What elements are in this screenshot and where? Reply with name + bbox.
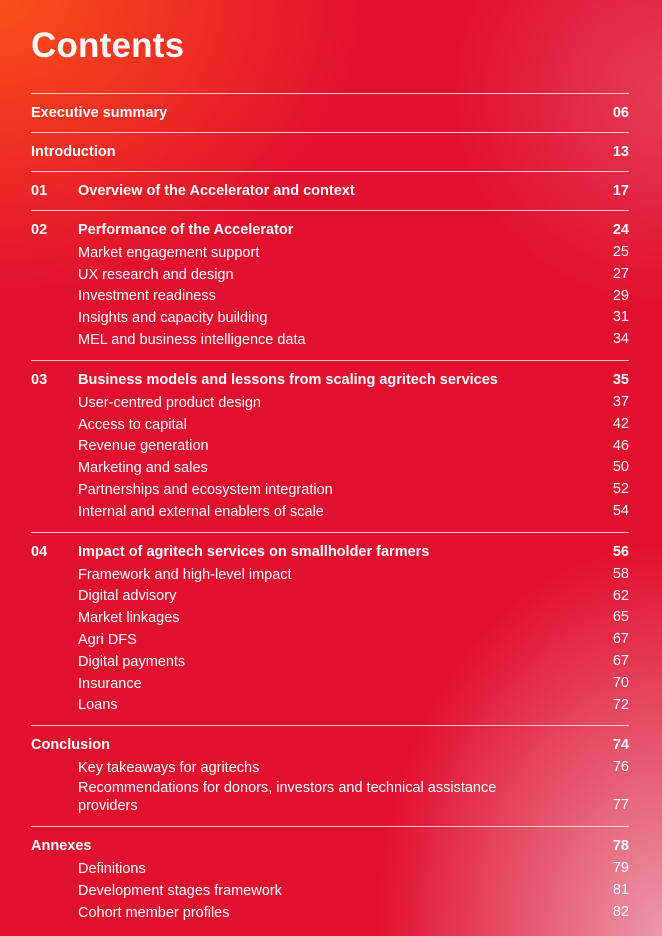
toc-entry[interactable]: [31, 181, 629, 201]
toc-subentry-label: Market linkages: [78, 610, 180, 627]
toc-subentry-page: 70: [612, 674, 629, 691]
toc-subentry[interactable]: [31, 479, 629, 501]
toc-subentry[interactable]: [31, 264, 629, 286]
toc-entry[interactable]: [31, 142, 629, 162]
toc-subentry-label: Digital advisory: [78, 588, 177, 605]
toc-section-01: [31, 171, 629, 210]
toc-subentry[interactable]: [31, 779, 629, 817]
toc-subentry-label: Investment readiness: [78, 288, 216, 305]
toc-subentry-label: Recommendations for donors, investors and technical assistance providers: [78, 780, 497, 815]
toc-entry[interactable]: [31, 542, 629, 562]
toc-subentry-label: User-centred product design: [78, 394, 261, 411]
toc-section-02: [31, 210, 629, 360]
page-title: Contents: [31, 26, 185, 65]
toc-section-number: 04: [31, 543, 48, 560]
toc-entry-page: 17: [612, 183, 629, 199]
toc-subentry[interactable]: [31, 286, 629, 308]
toc-section-conclusion: [31, 725, 629, 826]
toc-entry-page: 74: [612, 737, 629, 754]
toc-subentry[interactable]: [31, 607, 629, 629]
toc-subentry-label: Definitions: [78, 860, 146, 877]
toc-subentry-label: Insights and capacity building: [78, 310, 268, 327]
toc-section-introduction: [31, 132, 629, 171]
toc-subentry-page: 42: [612, 415, 629, 432]
toc-section-03: [31, 360, 629, 532]
toc-subentry-page: 31: [612, 309, 629, 326]
toc-subentry-label: MEL and business intelligence data: [78, 331, 306, 348]
toc-entry-label: Executive summary: [31, 105, 168, 121]
toc-entry-page: 06: [612, 105, 629, 121]
toc-entry[interactable]: [31, 836, 629, 856]
toc-subentry-label: Cohort member profiles: [78, 904, 230, 921]
toc-subentry-page: 79: [612, 860, 629, 877]
toc-subentry-label: Framework and high-level impact: [78, 566, 292, 583]
toc-entry-page: 35: [612, 371, 629, 388]
toc-subentry-label: Key takeaways for agritechs: [78, 760, 260, 777]
toc-subentry-page: 50: [612, 459, 629, 476]
toc-section-number: 01: [31, 183, 48, 199]
toc-section-04: [31, 532, 629, 726]
toc-subentry[interactable]: [31, 436, 629, 458]
toc-entry[interactable]: [31, 103, 629, 123]
toc-section-number: 02: [31, 222, 48, 238]
toc-subentry[interactable]: [31, 329, 629, 351]
toc-entry-label: Business models and lessons from scaling agritech services: [78, 371, 498, 388]
toc-subentry-label: Insurance: [78, 675, 142, 692]
toc-entry-label: Conclusion: [31, 737, 110, 754]
toc-subentry[interactable]: [31, 902, 629, 924]
toc-entry[interactable]: [31, 220, 629, 240]
toc-subentry[interactable]: [31, 564, 629, 586]
toc-subentry-page: 67: [612, 652, 629, 669]
toc-subentry-page: 52: [612, 481, 629, 498]
toc-entry-page: 13: [612, 144, 629, 160]
toc-subentry-page: 72: [612, 696, 629, 713]
toc-section-number: 03: [31, 371, 48, 388]
toc-subentry-page: 76: [612, 759, 629, 776]
toc-subentry-label: Partnerships and ecosystem integration: [78, 481, 333, 498]
toc-subentry-page: 37: [612, 393, 629, 410]
toc-subentry-page: 62: [612, 587, 629, 604]
toc-subentry[interactable]: [31, 586, 629, 608]
toc-subentry-label: Marketing and sales: [78, 460, 208, 477]
toc-subentry[interactable]: [31, 673, 629, 695]
toc-entry-label: Introduction: [31, 144, 116, 160]
toc-entry-label: Overview of the Accelerator and context: [78, 183, 355, 199]
toc-entry[interactable]: [31, 735, 629, 755]
toc-subentry[interactable]: [31, 242, 629, 264]
toc-subentry-label: Loans: [78, 697, 118, 714]
toc-entry-label: Impact of agritech services on smallholder farmers: [78, 543, 430, 560]
toc-subentry-page: 81: [612, 881, 629, 898]
toc-subentry-label: Internal and external enablers of scale: [78, 503, 324, 520]
toc-subentry-label: Digital payments: [78, 653, 186, 670]
toc-subentry-label: UX research and design: [78, 266, 234, 283]
toc-subentry-page: 25: [612, 244, 629, 260]
toc-subentry[interactable]: [31, 307, 629, 329]
toc-subentry-label: Agri DFS: [78, 631, 137, 648]
toc-entry-label: Performance of the Accelerator: [78, 222, 294, 238]
toc-section-annexes: [31, 826, 629, 932]
toc-subentry[interactable]: [31, 457, 629, 479]
table-of-contents: [31, 93, 629, 933]
toc-subentry-page: 67: [612, 631, 629, 648]
toc-subentry-page: 77: [612, 797, 629, 814]
toc-subentry[interactable]: [31, 651, 629, 673]
toc-subentry-page: 82: [612, 903, 629, 920]
toc-subentry[interactable]: [31, 501, 629, 523]
toc-entry-page: 24: [612, 222, 629, 238]
toc-subentry-page: 58: [612, 565, 629, 582]
toc-subentry-label: Development stages framework: [78, 882, 282, 899]
toc-subentry[interactable]: [31, 695, 629, 717]
toc-subentry-label: Revenue generation: [78, 438, 209, 455]
toc-subentry-page: 34: [612, 331, 629, 348]
toc-subentry-label: Access to capital: [78, 416, 187, 433]
toc-subentry[interactable]: [31, 880, 629, 902]
toc-subentry[interactable]: [31, 392, 629, 414]
toc-entry-label: Annexes: [31, 838, 92, 855]
toc-section-executive-summary: [31, 93, 629, 132]
toc-subentry-label: Market engagement support: [78, 244, 260, 261]
toc-subentry[interactable]: [31, 629, 629, 651]
toc-subentry-page: 27: [612, 265, 629, 282]
toc-entry-page: 78: [612, 838, 629, 855]
toc-subentry-page: 46: [612, 437, 629, 454]
toc-subentry-page: 54: [612, 502, 629, 519]
toc-subentry[interactable]: [31, 414, 629, 436]
toc-subentry[interactable]: [31, 757, 629, 779]
toc-subentry[interactable]: [31, 858, 629, 880]
toc-subentry-page: 65: [612, 609, 629, 626]
toc-subentry-page: 29: [612, 287, 629, 304]
toc-entry-page: 56: [612, 543, 629, 560]
toc-entry[interactable]: [31, 370, 629, 390]
